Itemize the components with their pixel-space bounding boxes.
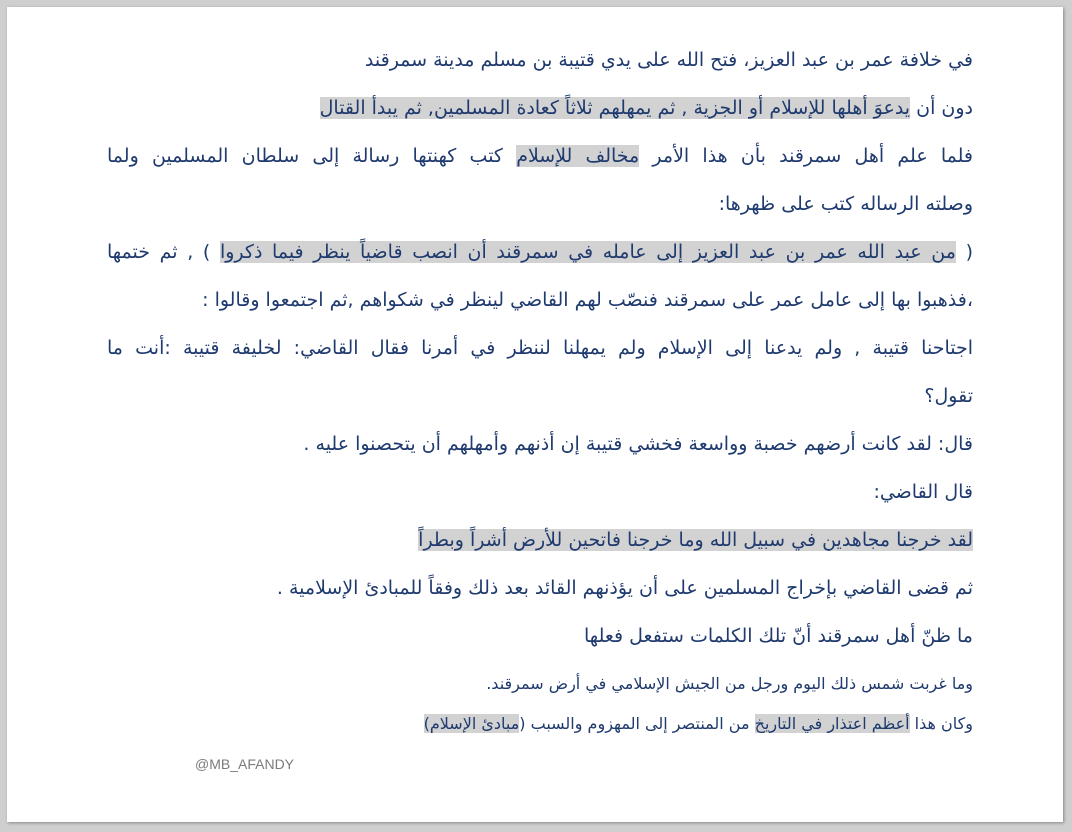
line-text: ما ظنّ أهل سمرقند أنّ تلك الكلمات ستفعل فعلها [584, 625, 973, 647]
line-text: وكان هذا [909, 714, 973, 733]
line-text: ،فذهبوا بها إلى عامل عمر على سمرقند فنصّب لهم القاضي لينظر في شكواهم ,ثم اجتمعوا وقالوا : [202, 289, 973, 311]
paragraph-line [107, 429, 973, 459]
highlighted-text: مبادئ الإسلام) [423, 714, 520, 733]
highlighted-text: مخالف للإسلام [516, 145, 640, 167]
line-text: كتب كهنتها رسالة إلى سلطان المسلمين ولما [107, 145, 517, 167]
paragraph-line [107, 477, 973, 507]
paragraph-line [107, 709, 973, 739]
watermark-text: @MB_AFANDY [195, 756, 295, 772]
document-page [7, 7, 1063, 822]
paragraph-line [107, 381, 973, 411]
highlighted-text: يدعوَ أهلها للإسلام أو الجزية , ثم يمهلهم ثلاثاً كعادة المسلمين, ثم يبدأ القتال [319, 97, 911, 119]
paragraph-line [107, 45, 973, 75]
paragraph-line [107, 285, 973, 315]
paragraph-line [107, 237, 973, 267]
line-text: اجتاحنا قتيبة , ولم يدعنا إلى الإسلام ولم يمهلنا لننظر في أمرنا فقال القاضي: لخليفة قتيبة :أنت ما [107, 337, 973, 359]
line-text: ) , ثم ختمها [107, 241, 220, 263]
line-text: وصلته الرساله كتب على ظهرها: [718, 193, 973, 215]
line-text: وما غربت شمس ذلك اليوم ورجل من الجيش الإسلامي في أرض سمرقند. [486, 674, 973, 693]
line-text: قال: لقد كانت أرضهم خصبة وواسعة فخشي قتيبة إن أذنهم وأمهلهم أن يتحصنوا عليه . [303, 433, 973, 455]
line-text: فلما علم أهل سمرقند بأن هذا الأمر [639, 145, 974, 167]
highlighted-text: من عبد الله عمر بن عبد العزيز إلى عامله في سمرقند أن انصب قاضياً ينظر فيما ذكروا [219, 241, 956, 263]
paragraph-line [107, 573, 973, 603]
paragraph-line [107, 669, 973, 699]
paragraph-line [107, 189, 973, 219]
paragraph-line [107, 525, 973, 555]
line-text: تقول؟ [924, 385, 973, 407]
line-text: في خلافة عمر بن عبد العزيز، فتح الله على يدي قتيبة بن مسلم مدينة سمرقند [364, 49, 973, 71]
line-text: ثم قضى القاضي بإخراج المسلمين على أن يؤذنهم القائد بعد ذلك وفقاً للمبادئ الإسلامية . [276, 577, 973, 599]
line-text: دون أن [910, 97, 973, 119]
line-text: ( [955, 241, 973, 263]
highlighted-text: أعظم اعتذار في التاريخ [754, 714, 910, 733]
line-text: قال القاضي: [873, 481, 973, 503]
line-text: من المنتصر إلى المهزوم والسبب ( [519, 714, 755, 733]
paragraph-line [107, 141, 973, 171]
paragraph-line [107, 333, 973, 363]
paragraph-line [107, 93, 973, 123]
highlighted-text: لقد خرجنا مجاهدين في سبيل الله وما خرجنا فاتحين للأرض أشراً وبطراً [418, 529, 973, 551]
paragraph-line [107, 621, 973, 651]
